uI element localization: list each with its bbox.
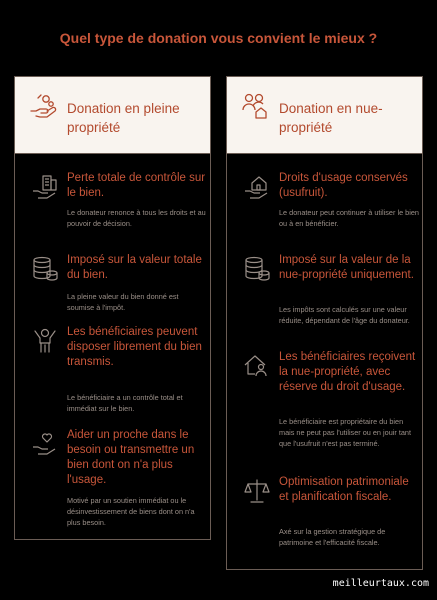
item-desc: Le donateur renonce à tous les droits et au pouvoir de décision.	[67, 208, 206, 228]
card-header	[227, 77, 422, 154]
card-header-title: Donation en nue-propriété	[279, 101, 383, 135]
item-desc: Les impôts sont calculés sur une valeur réduite, dépendant de l'âge du donateur.	[279, 305, 410, 325]
item-title: Imposé sur la valeur de la nue-propriété uniquement.	[279, 254, 414, 281]
item-desc: Axé sur la gestion stratégique de patrimoine et l'efficacité fiscale.	[279, 527, 386, 547]
item-title: Droits d'usage conservés (usufruit).	[279, 172, 408, 199]
building-hand-icon	[31, 173, 59, 201]
coins-stack-icon	[243, 255, 271, 283]
item-desc: La pleine valeur du bien donné est soumise à l'impôt.	[67, 292, 179, 312]
item-title: Les bénéficiaires peuvent disposer librement du bien transmis.	[67, 326, 202, 368]
item-desc: Motivé par un soutien immédiat ou le désinvestissement de biens dont on n'a plus besoin.	[67, 496, 195, 527]
card-pleine-propriete	[14, 76, 211, 540]
footer-brand: meilleurtaux.com	[332, 578, 429, 589]
house-hand-icon	[243, 173, 271, 201]
item-title: Imposé sur la valeur totale du bien.	[67, 254, 202, 281]
item-title: Perte totale de contrôle sur le bien.	[67, 172, 206, 199]
card-header	[15, 77, 210, 154]
item-title: Optimisation patrimoniale et planification fiscale.	[279, 476, 409, 503]
house-person-icon	[243, 352, 271, 380]
hand-coins-icon	[29, 92, 57, 120]
card-nue-propriete	[226, 76, 423, 570]
person-raised-arms-icon	[31, 327, 59, 355]
coins-stack-icon	[31, 255, 59, 283]
item-title: Les bénéficiaires reçoivent la nue-propriété, avec réserve du droit d'usage.	[279, 351, 416, 393]
scales-icon	[243, 477, 271, 505]
card-header-title: Donation en pleine propriété	[67, 101, 180, 135]
item-desc: Le donateur peut continuer à utiliser le bien ou à en bénéficier.	[279, 208, 419, 228]
heart-hand-icon	[31, 430, 59, 458]
item-desc: Le bénéficiaire est propriétaire du bien mais ne peut pas l'utiliser ou en jouir tant que l'usufruit n'est pas terminé.	[279, 417, 411, 448]
item-title: Aider un proche dans le besoin ou transmettre un bien dont on n'a plus l'usage.	[67, 429, 195, 486]
people-house-icon	[241, 92, 269, 120]
page-title: Quel type de donation vous convient le mieux ?	[59, 30, 378, 46]
item-desc: Le bénéficiaire a un contrôle total et immédiat sur le bien.	[67, 393, 183, 413]
